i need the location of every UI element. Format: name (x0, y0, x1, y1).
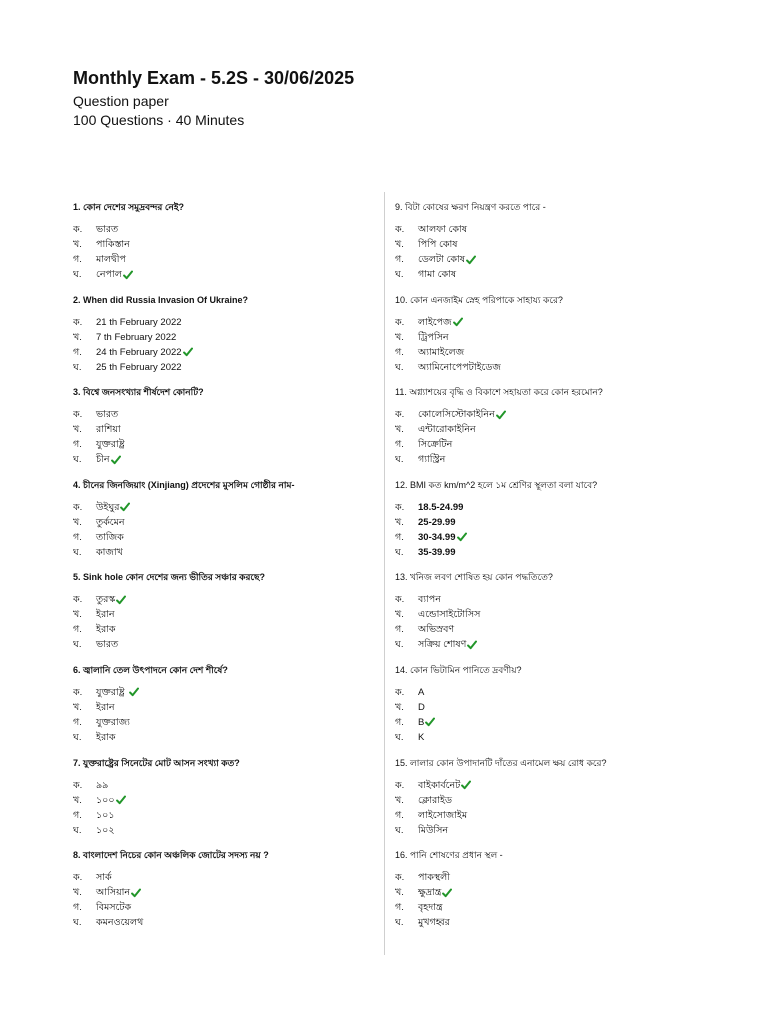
option-text: ইরাক (96, 731, 116, 743)
option-label: খ. (395, 424, 404, 436)
option-row (395, 330, 695, 345)
option-row (395, 622, 695, 637)
option-text: কমনওয়েলথ (96, 917, 144, 929)
option-row (73, 360, 373, 375)
option-label: ক. (73, 594, 83, 606)
option-text: আলফা কোষ (418, 224, 467, 235)
option-row (395, 637, 695, 652)
option-row (395, 685, 695, 700)
option-label: ঘ. (395, 639, 404, 651)
option-row (73, 885, 373, 900)
option-row (73, 607, 373, 622)
option-row (395, 778, 695, 793)
option-text: মুখগহ্বর (418, 917, 450, 929)
question-2 (73, 293, 373, 386)
option-text: তুরস্ক (96, 594, 116, 606)
option-text: মালদ্বীপ (96, 254, 126, 265)
option-row (73, 685, 373, 700)
option-label: খ. (395, 887, 404, 899)
option-label: গ. (395, 624, 404, 636)
option-row (73, 622, 373, 637)
option-label: খ. (73, 701, 82, 713)
correct-check-icon (457, 532, 467, 542)
option-row (395, 915, 695, 930)
correct-check-icon (129, 687, 139, 697)
option-row (73, 407, 373, 422)
option-text: যুক্তরাষ্ট্র (96, 439, 125, 451)
option-text: B (418, 716, 425, 728)
option-text: 18.5-24.99 (418, 501, 464, 513)
option-text: ইরাক (96, 624, 116, 636)
question-text: 3. বিশ্বে জনসংখ্যার শীর্ষদেশ কোনটি? (73, 387, 204, 398)
question-8 (73, 848, 373, 941)
option-text: অভিস্রবণ (418, 624, 455, 636)
question-text: 6. জ্বালানি তেল উৎপাদনে কোন দেশ শীর্ষে? (73, 664, 228, 675)
correct-check-icon (425, 717, 435, 727)
option-row (395, 315, 695, 330)
option-row (73, 700, 373, 715)
exam-title: Monthly Exam - 5.2S - 30/06/2025 (73, 68, 355, 88)
question-11 (395, 385, 695, 478)
option-text: ৯৯ (96, 779, 109, 791)
option-row (73, 500, 373, 515)
option-row (395, 437, 695, 452)
option-label: ক. (73, 409, 83, 421)
option-row (395, 222, 695, 237)
option-label: ক. (73, 779, 83, 791)
option-text: এন্ডোসাইটোসিস (418, 609, 481, 621)
option-text: উইঘুর (96, 501, 120, 513)
question-10 (395, 293, 695, 386)
question-text: 5. Sink hole কোন দেশের জন্য ভীতির সঞ্চার করছে? (73, 572, 265, 583)
option-row (73, 915, 373, 930)
option-row (395, 730, 695, 745)
option-text: ভারত (96, 409, 119, 421)
option-label: খ. (395, 609, 404, 621)
option-label: ঘ. (395, 731, 404, 743)
option-text: D (418, 701, 425, 713)
option-label: খ. (73, 239, 82, 250)
option-row (73, 592, 373, 607)
option-row (395, 592, 695, 607)
option-label: গ. (73, 531, 82, 543)
correct-check-icon (467, 640, 477, 650)
option-label: ক. (395, 224, 405, 235)
option-label: খ. (73, 331, 82, 343)
question-text: 2. When did Russia Invasion Of Ukraine? (73, 294, 249, 305)
option-text: চীন (96, 454, 110, 466)
option-label: গ. (73, 439, 82, 451)
question-15 (395, 756, 695, 849)
option-text: বাইকার্বনেট (418, 779, 461, 791)
correct-check-icon (116, 795, 126, 805)
correct-check-icon (123, 270, 133, 280)
option-text: ক্লোরাইড (418, 794, 452, 806)
option-text: যুক্তরাষ্ট্র (96, 686, 125, 698)
option-text: লাইসোজাইম (418, 809, 468, 821)
option-row (73, 730, 373, 745)
option-row (73, 252, 373, 267)
option-label: খ. (73, 516, 82, 528)
option-text: বিমসটেক (96, 902, 132, 914)
option-label: ঘ. (73, 824, 82, 836)
option-row (73, 637, 373, 652)
option-label: ঘ. (73, 917, 82, 929)
question-text: 4. চীনের জিনজিয়াং (Xinjiang) প্রদেশের মুসলিম গোষ্ঠীর নাম- (73, 479, 295, 490)
option-text: তুর্কমেন (96, 516, 125, 528)
option-label: ক. (395, 501, 405, 513)
option-text: 25 th February 2022 (96, 361, 182, 373)
option-text: ডেলটা কোষ (418, 254, 465, 265)
correct-check-icon (461, 780, 471, 790)
question-text: 13. খনিজ লবণ শোষিত হয় কোন পদ্ধতিতে? (395, 572, 553, 583)
option-text: লাইপেজ (418, 316, 452, 328)
option-text: ভারত (96, 224, 119, 235)
option-row (73, 808, 373, 823)
option-text: সার্ক (96, 872, 112, 884)
option-row (395, 515, 695, 530)
option-text: 7 th February 2022 (96, 331, 177, 343)
option-text: যুক্তরাজ্য (96, 716, 130, 728)
question-6 (73, 663, 373, 756)
option-label: খ. (73, 609, 82, 621)
option-text: 35-39.99 (418, 546, 456, 558)
option-label: ঘ. (73, 731, 82, 743)
option-text: পিপি কোষ (418, 239, 458, 250)
option-text: মিউসিন (418, 824, 449, 836)
question-4 (73, 478, 373, 571)
option-row (73, 515, 373, 530)
option-row (73, 345, 373, 360)
option-text: ইরান (96, 609, 115, 621)
option-row (395, 885, 695, 900)
option-text: ভারত (96, 639, 119, 651)
question-text: 15. লালার কোন উপাদানটি দাঁতের এনামেল ক্ষয় রোধ করে? (395, 757, 607, 768)
option-row (395, 823, 695, 838)
option-label: খ. (395, 516, 404, 528)
question-1 (73, 200, 373, 293)
option-row (395, 870, 695, 885)
option-row (395, 237, 695, 252)
option-label: গ. (395, 346, 404, 358)
option-row (73, 452, 373, 467)
left-column (73, 200, 373, 941)
option-text: কাজাখ (96, 546, 123, 558)
option-label: খ. (73, 424, 82, 436)
option-label: ক. (395, 594, 405, 606)
option-text: অ্যামাইলেজ (418, 346, 465, 358)
correct-check-icon (116, 595, 126, 605)
question-7 (73, 756, 373, 849)
question-12 (395, 478, 695, 571)
option-text: পাকস্থলী (418, 872, 450, 884)
option-row (395, 360, 695, 375)
question-text: 16. পানি শোষণের প্রধান স্থল - (395, 850, 503, 861)
option-row (395, 900, 695, 915)
option-label: গ. (73, 716, 82, 728)
option-text: ইরান (96, 701, 115, 713)
option-text: তাজিক (96, 531, 124, 543)
option-row (73, 237, 373, 252)
option-label: ঘ. (395, 454, 404, 466)
option-row (73, 222, 373, 237)
option-text: কোলেসিস্টোকাইনিন (418, 409, 495, 421)
option-row (395, 422, 695, 437)
option-row (395, 530, 695, 545)
question-5 (73, 570, 373, 663)
question-text: 8. বাংলাদেশ নিচের কোন অঞ্চলিক জোটের সদস্য নয় ? (73, 850, 269, 861)
option-text: এন্টারোকাইনিন (418, 424, 476, 436)
option-row (73, 330, 373, 345)
option-label: ক. (73, 686, 83, 698)
option-text: ট্রিপসিন (418, 331, 449, 343)
option-text: 25-29.99 (418, 516, 456, 528)
option-row (73, 422, 373, 437)
option-label: গ. (395, 531, 404, 543)
option-text: রাশিয়া (96, 424, 121, 436)
option-row (73, 778, 373, 793)
option-text: ১০০ (96, 794, 115, 806)
option-text: গ্যাস্ট্রিন (418, 454, 446, 466)
option-row (73, 823, 373, 838)
option-text: ১০১ (96, 809, 115, 821)
option-row (395, 500, 695, 515)
option-label: খ. (395, 239, 404, 250)
option-label: ক. (73, 316, 83, 328)
option-row (395, 252, 695, 267)
option-label: খ. (395, 701, 404, 713)
option-text: আসিয়ান (96, 887, 131, 899)
option-text: ব্যাপন (418, 594, 441, 606)
option-label: ক. (73, 872, 83, 884)
option-label: গ. (73, 902, 82, 914)
correct-check-icon (183, 347, 193, 357)
option-label: গ. (395, 439, 404, 451)
option-label: গ. (73, 624, 82, 636)
option-label: ক. (395, 872, 405, 884)
option-label: ক. (395, 686, 405, 698)
option-text: পাকিস্তান (96, 239, 130, 250)
question-text: 7. যুক্তরাষ্ট্রের সিনেটের মোট আসন সংখ্যা কত? (73, 757, 240, 768)
question-14 (395, 663, 695, 756)
option-label: গ. (395, 716, 404, 728)
option-label: ঘ. (395, 824, 404, 836)
correct-check-icon (120, 502, 130, 512)
option-label: ঘ. (395, 917, 404, 929)
option-row (73, 315, 373, 330)
option-row (73, 545, 373, 560)
correct-check-icon (442, 888, 452, 898)
option-row (395, 793, 695, 808)
question-16 (395, 848, 695, 941)
option-row (395, 808, 695, 823)
option-label: ক. (395, 409, 405, 421)
option-label: গ. (395, 902, 404, 914)
option-label: খ. (73, 794, 82, 806)
option-row (395, 407, 695, 422)
option-text: K (418, 731, 425, 743)
option-label: গ. (73, 809, 82, 821)
option-label: খ. (395, 794, 404, 806)
column-divider (384, 192, 385, 955)
option-row (395, 452, 695, 467)
option-row (395, 267, 695, 282)
option-row (73, 530, 373, 545)
option-row (73, 900, 373, 915)
option-label: ঘ. (395, 546, 404, 558)
correct-check-icon (131, 888, 141, 898)
option-label: ঘ. (73, 639, 82, 651)
question-text: 9. বিটা কোষের ক্ষরণ নিয়ন্ত্রণ করতে পারে - (395, 202, 546, 212)
question-text: 11. অগ্ন্যাশয়ের বৃদ্ধি ও বিকাশে সহায়তা করে কোন হরমোন? (395, 387, 603, 398)
option-label: ঘ. (73, 361, 82, 373)
option-row (73, 793, 373, 808)
correct-check-icon (496, 410, 506, 420)
option-row (395, 700, 695, 715)
option-label: গ. (395, 254, 404, 265)
option-label: গ. (73, 254, 82, 265)
option-text: সক্রিয় শোষণ (418, 639, 467, 651)
question-13 (395, 570, 695, 663)
question-3 (73, 385, 373, 478)
option-text: নেপাল (96, 269, 122, 280)
paper-subtitle: Question paper (73, 93, 169, 109)
option-label: ক. (73, 224, 83, 235)
option-row (395, 715, 695, 730)
option-text: 30-34.99 (418, 531, 456, 543)
question-text: 10. কোন এনজাইম স্নেহ পরিপাকে সাহায্য করে? (395, 294, 563, 305)
question-9 (395, 200, 695, 293)
correct-check-icon (111, 455, 121, 465)
option-text: A (418, 686, 425, 698)
option-label: খ. (73, 887, 82, 899)
option-label: খ. (395, 331, 404, 343)
option-label: ক. (73, 501, 83, 513)
right-column (395, 200, 695, 941)
option-label: গ. (395, 809, 404, 821)
option-text: সিক্রেটিন (418, 439, 453, 451)
question-text: 14. কোন ভিটামিন পানিতে দ্রবণীয়? (395, 664, 522, 675)
option-row (73, 437, 373, 452)
option-row (395, 545, 695, 560)
option-label: ঘ. (395, 361, 404, 373)
option-label: ঘ. (73, 546, 82, 558)
option-text: 24 th February 2022 (96, 346, 182, 358)
option-label: ঘ. (73, 454, 82, 466)
option-label: ক. (395, 316, 405, 328)
option-label: ক. (395, 779, 405, 791)
option-text: অ্যামিনোপেপটাইডেজ (418, 361, 501, 373)
option-text: গামা কোষ (418, 269, 457, 280)
option-row (73, 870, 373, 885)
option-label: গ. (73, 346, 82, 358)
option-row (73, 267, 373, 282)
correct-check-icon (466, 255, 476, 265)
option-text: বৃহদান্ত্র (418, 902, 443, 914)
option-label: ঘ. (73, 269, 82, 280)
option-text: ১০২ (96, 824, 115, 836)
question-text: 1. কোন দেশের সমুদ্রবন্দর নেই? (73, 202, 185, 212)
option-row (395, 607, 695, 622)
option-text: ক্ষুদ্রান্ত্র (418, 887, 442, 899)
option-text: 21 th February 2022 (96, 316, 182, 328)
correct-check-icon (453, 317, 463, 327)
exam-meta: 100 Questions · 40 Minutes (73, 112, 245, 128)
option-row (73, 715, 373, 730)
option-label: ঘ. (395, 269, 404, 280)
option-row (395, 345, 695, 360)
question-text: 12. BMI কত km/m^2 হলে ১ম শ্রেণির স্থূলতা বলা যাবে? (395, 479, 598, 490)
